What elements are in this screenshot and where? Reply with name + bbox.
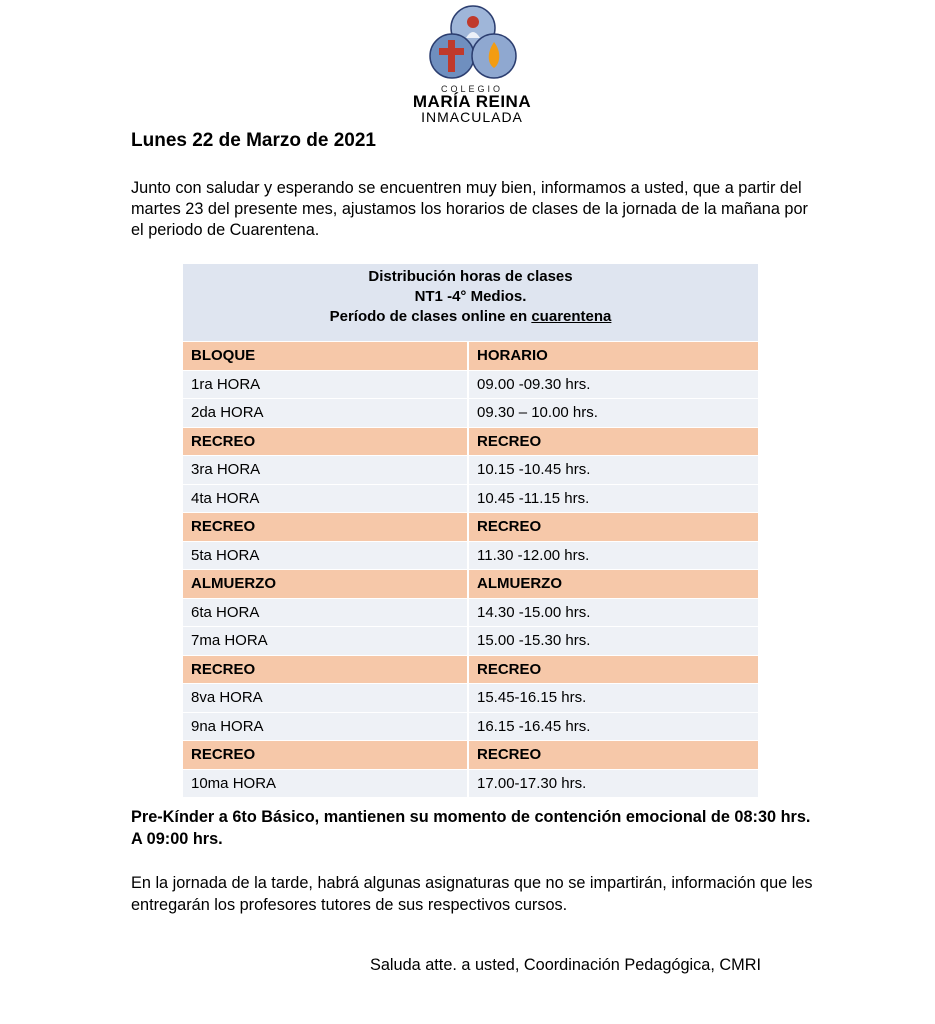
- horario-cell: 17.00-17.30 hrs.: [468, 769, 758, 798]
- horario-cell: 09.00 -09.30 hrs.: [468, 370, 758, 399]
- horario-cell: ALMUERZO: [468, 570, 758, 599]
- school-logo: [408, 4, 538, 126]
- table-row-break: [183, 741, 758, 770]
- horario-cell: 15.00 -15.30 hrs.: [468, 627, 758, 656]
- horario-cell: RECREO: [468, 513, 758, 542]
- table-row: [183, 370, 758, 399]
- table-row: [183, 712, 758, 741]
- horario-cell: 09.30 – 10.00 hrs.: [468, 399, 758, 428]
- table-title-line3: [183, 307, 758, 327]
- column-header-horario: HORARIO: [468, 342, 758, 371]
- bloque-cell: 8va HORA: [183, 684, 468, 713]
- logo-name-line2: INMACULADA: [421, 109, 523, 125]
- table-row-break: [183, 570, 758, 599]
- signature: Saluda atte. a usted, Coordinación Pedagógica, CMRI: [370, 956, 761, 974]
- bloque-cell: 6ta HORA: [183, 598, 468, 627]
- horario-cell: 15.45-16.15 hrs.: [468, 684, 758, 713]
- bloque-cell: 9na HORA: [183, 712, 468, 741]
- column-header-bloque: BLOQUE: [183, 342, 468, 371]
- schedule-table: [183, 264, 758, 798]
- bloque-cell: 1ra HORA: [183, 370, 468, 399]
- table-row: [183, 456, 758, 485]
- table-header-row: [183, 342, 758, 371]
- logo-name-line1: MARÍA REINA: [412, 92, 532, 111]
- bloque-cell: 3ra HORA: [183, 456, 468, 485]
- bloque-cell: RECREO: [183, 655, 468, 684]
- emotional-support-note: Pre-Kínder a 6to Básico, mantienen su momento de contención emocional de 08:30 hrs. A 09:00 hrs.: [131, 808, 811, 848]
- horario-cell: 11.30 -12.00 hrs.: [468, 541, 758, 570]
- document-date: Lunes 22 de Marzo de 2021: [131, 130, 376, 151]
- table-row: [183, 484, 758, 513]
- logo-small-text: COLEGIO: [440, 84, 503, 94]
- horario-cell: RECREO: [468, 427, 758, 456]
- table-row: [183, 684, 758, 713]
- horario-cell: 14.30 -15.00 hrs.: [468, 598, 758, 627]
- table-title: [183, 264, 758, 342]
- bloque-cell: 5ta HORA: [183, 541, 468, 570]
- horario-cell: 16.15 -16.45 hrs.: [468, 712, 758, 741]
- school-emblem-icon: [428, 4, 518, 84]
- bloque-cell: 4ta HORA: [183, 484, 468, 513]
- intro-paragraph: Junto con saludar y esperando se encuentren muy bien, informamos a usted, que a partir del martes 23 del presente mes, ajustamos los horarios de clases de la jornada de la mañana por el periodo de Cuarentena.: [131, 179, 808, 239]
- bloque-cell: 7ma HORA: [183, 627, 468, 656]
- bloque-cell: RECREO: [183, 427, 468, 456]
- bloque-cell: 2da HORA: [183, 399, 468, 428]
- bloque-cell: ALMUERZO: [183, 570, 468, 599]
- table-row: [183, 769, 758, 798]
- table-title-underlined: cuarentena: [531, 308, 612, 325]
- bloque-cell: RECREO: [183, 741, 468, 770]
- table-title-line1: Distribución horas de clases: [368, 268, 573, 285]
- bloque-cell: RECREO: [183, 513, 468, 542]
- table-title-line2: NT1 -4° Medios.: [414, 288, 527, 305]
- table-row-break: [183, 513, 758, 542]
- table-row: [183, 598, 758, 627]
- table-row-break: [183, 427, 758, 456]
- table-row: [183, 399, 758, 428]
- horario-cell: 10.15 -10.45 hrs.: [468, 456, 758, 485]
- table-row: [183, 541, 758, 570]
- horario-cell: 10.45 -11.15 hrs.: [468, 484, 758, 513]
- table-row-break: [183, 655, 758, 684]
- afternoon-note: En la jornada de la tarde, habrá algunas asignaturas que no se impartirán, información que les entregarán los profesores tutores de sus respectivos cursos.: [131, 874, 813, 914]
- horario-cell: RECREO: [468, 741, 758, 770]
- table-title-line3-prefix: Período de clases online en: [329, 308, 532, 325]
- table-row: [183, 627, 758, 656]
- bloque-cell: 10ma HORA: [183, 769, 468, 798]
- horario-cell: RECREO: [468, 655, 758, 684]
